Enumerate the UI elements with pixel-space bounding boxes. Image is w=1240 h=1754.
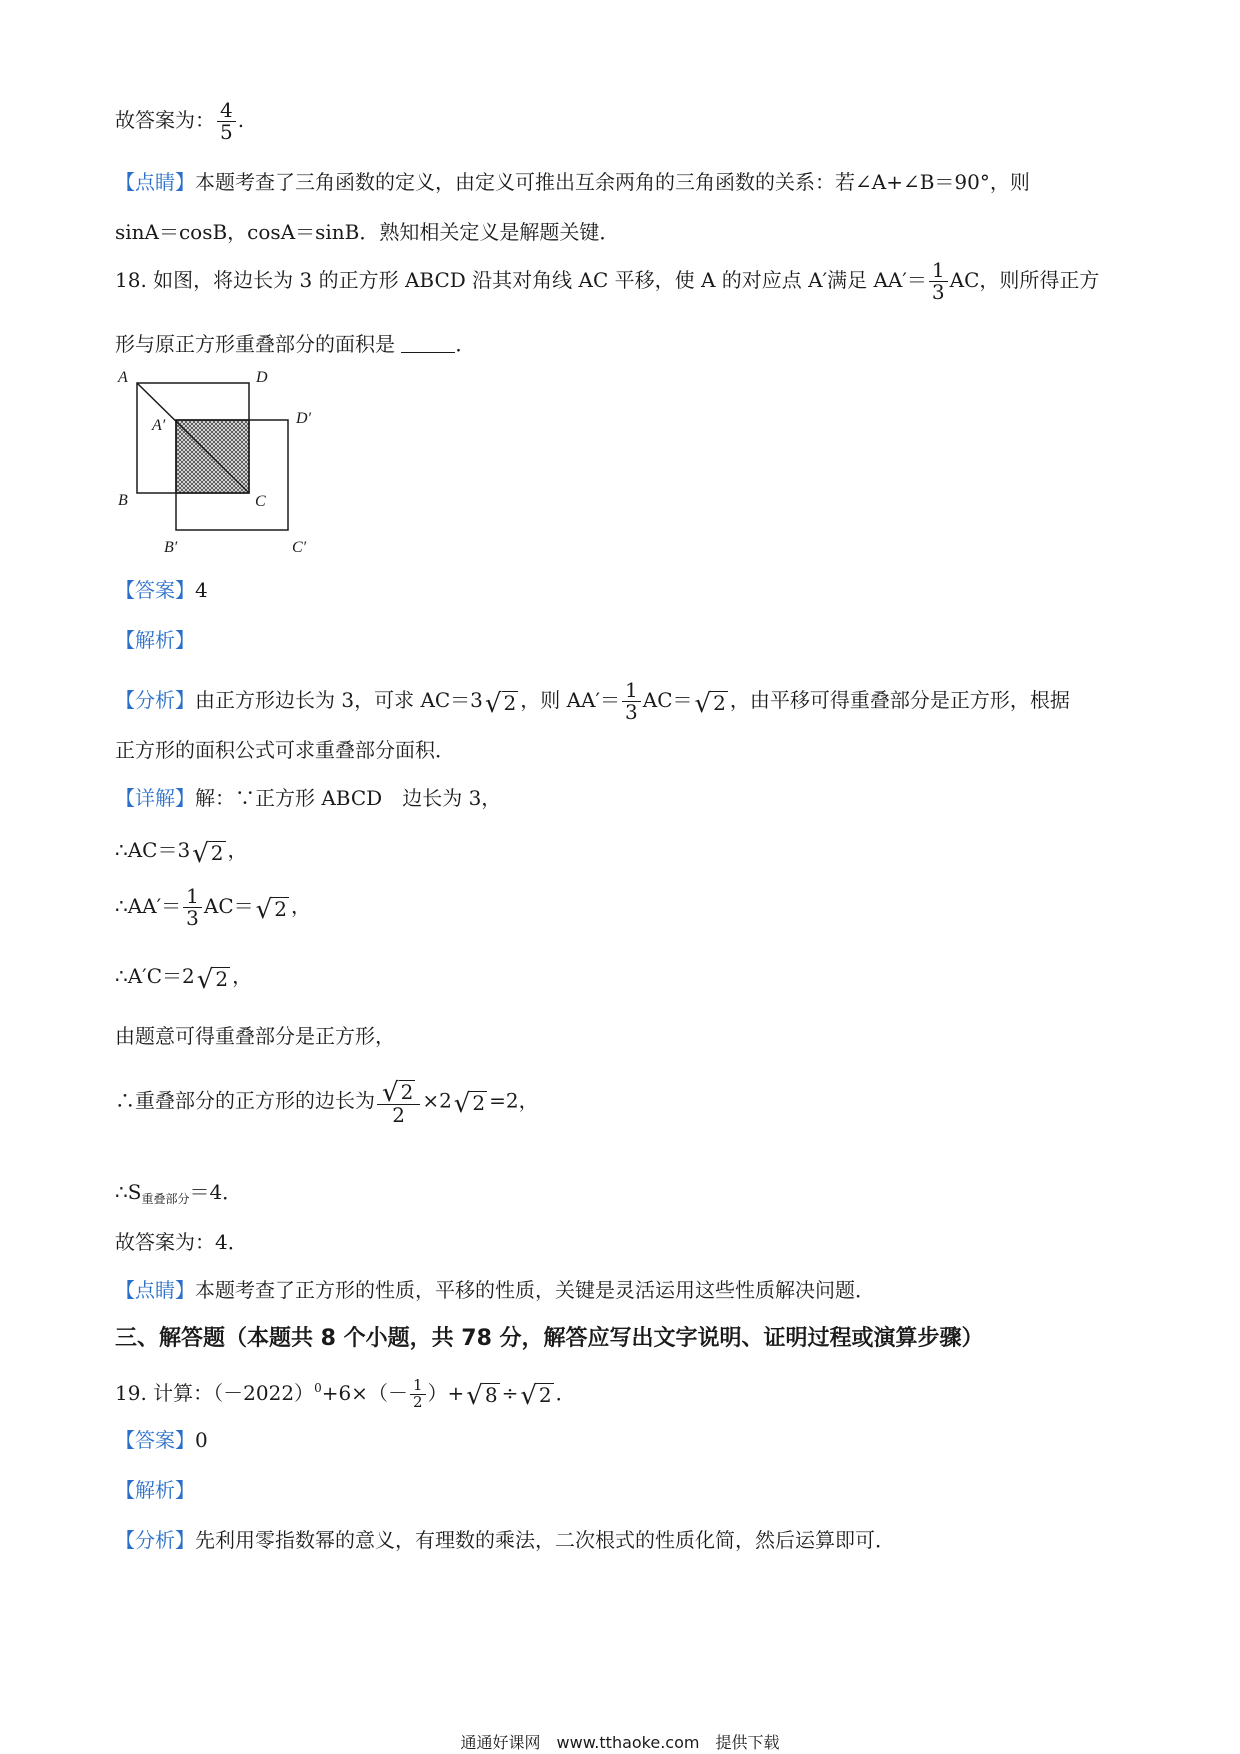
q18-detail-line1 [115,786,501,810]
sqrt: √ 2 [453,1089,486,1119]
radicand: 2 [210,840,224,865]
sqrt: √ 2 [255,894,287,925]
radicand: 2 [713,690,726,715]
answer-value: 0 [195,1428,208,1452]
label-b-prime: B′ [164,539,178,556]
fraction [410,1378,426,1411]
footer-text: 通通好课网 www.tthaoke.com 提供下载 [460,1733,780,1752]
q19-text: ÷ [501,1380,519,1405]
fraction-numerator: 4 [217,100,236,122]
detail-text: AC＝ [203,894,254,918]
q18-detail-line4 [115,964,253,995]
fraction-numerator: 1 [622,680,641,702]
label-c: C [255,493,266,510]
q18-line1 [115,260,1099,303]
comment-text-2: sinA＝cosB，cosA＝sinB．熟知相关定义是解题关键． [115,220,620,244]
q19-text: ）+ [427,1380,465,1405]
fraction-denominator: 2 [392,1103,406,1127]
fraction-denominator: 2 [412,1392,423,1411]
sqrt: √ 2 [382,1078,414,1108]
fraction-denominator: 3 [931,280,945,304]
fenxi-tag: 【分析】 [115,688,195,712]
fraction-numerator [377,1078,420,1108]
fraction [929,260,948,303]
sqrt: √ 2 [694,688,726,719]
q18-answer [115,578,208,602]
page-footer [0,1730,1240,1753]
answer-text: 故答案为： [115,108,215,132]
answer-tag: 【答案】 [115,578,195,602]
detail-text: ， [232,964,253,988]
radicand: 2 [503,690,517,715]
q19-line [115,1378,576,1411]
radicand: 2 [274,896,287,921]
q18-fenxi-line1 [115,680,1070,723]
jiexi-tag: 【解析】 [115,628,195,652]
label-a: A [118,370,128,386]
q18-detail-line6 [115,1078,539,1126]
fraction-numerator: 1 [183,886,202,908]
comment-tag: 【点睛】 [115,1278,195,1302]
sqrt: √ 8 [466,1381,498,1412]
detail-text: 故答案为：4． [115,1230,248,1254]
period: . [237,108,245,132]
label-a-prime: A′ [152,417,166,434]
fenxi-text: 由正方形边长为 3，可求 AC＝3 [195,688,483,712]
detail-text: ×2 [422,1088,452,1113]
sqrt: √ 2 [192,838,224,869]
q17-comment-line1 [115,170,1030,194]
sqrt: √ 2 [196,964,229,995]
q17-answer-line [115,100,244,143]
q19-answer [115,1428,208,1452]
q18-fenxi-line2 [115,738,455,762]
comment-text: 本题考查了正方形的性质，平移的性质，关键是灵活运用这些性质解决问题． [195,1278,875,1302]
radicand: 2 [538,1383,552,1408]
q18-text-a: 18. 如图，将边长为 3 的正方形 ABCD 沿其对角线 AC 平移，使 A 的对应点 A′满足 AA′＝ [115,268,927,292]
q18-line2 [115,332,475,356]
q19-text: +6×（－ [321,1380,408,1405]
q18-figure [110,370,340,565]
detail-text: ∴A′C＝2 [115,964,195,988]
jiexi-tag: 【解析】 [115,1478,195,1502]
fenxi-text: 先利用零指数幂的意义，有理数的乘法，二次根式的性质化简，然后运算即可． [195,1528,895,1552]
fenxi-text: AC＝ [642,688,693,712]
fenxi-tag: 【分析】 [115,1528,195,1552]
q18-detail-line5 [115,1024,395,1048]
q19-jiexi [115,1478,195,1502]
sqrt: √ 2 [484,688,517,719]
detail-text: ∴重叠部分的正方形的边长为 [115,1088,375,1113]
superscript: 0 [314,1380,322,1395]
detail-text: 解：∵正方形 ABCD 边长为 3， [195,786,502,810]
fraction-numerator: 1 [410,1378,426,1395]
fenxi-text: ，则 AA′＝ [520,688,621,712]
section-heading [115,1326,984,1352]
label-d-prime: D′ [296,410,312,427]
comment-text: 本题考查了三角函数的定义，由定义可推出互余两角的三角函数的关系：若∠A+∠B＝90°，则 [195,170,1030,194]
q18-detail-line2 [115,838,248,869]
fraction [217,100,236,143]
radicand: 2 [215,966,229,991]
fraction-denominator: 3 [625,700,638,724]
detail-text: ， [227,838,248,862]
detail-text: ∴AC＝3 [115,838,191,862]
fraction [183,886,202,929]
answer-blank [401,334,455,353]
detail-text: ∴S [115,1180,142,1204]
q17-comment-line2 [115,220,619,244]
sqrt: √ 2 [520,1381,552,1412]
comment-tag: 【点睛】 [115,170,195,194]
period: ． [555,1380,576,1405]
detail-text: =2， [489,1088,539,1113]
q18-text-c: 形与原正方形重叠部分的面积是 [115,332,395,356]
fraction-denominator: 3 [186,906,199,930]
answer-tag: 【答案】 [115,1428,195,1452]
q19-text: 19. 计算：（－2022） [115,1380,315,1405]
fenxi-text: ，由平移可得重叠部分是正方形，根据 [729,688,1070,712]
fraction [622,680,641,723]
fraction [377,1078,420,1126]
q18-text-b: AC，则所得正方 [949,268,1100,292]
radicand: 8 [484,1383,498,1408]
subscript: 重叠部分 [141,1192,190,1206]
q18-detail-line8 [115,1230,248,1254]
q18-detail-line7 [115,1180,242,1206]
label-c-prime: C′ [292,539,307,556]
fraction-numerator: 1 [929,260,948,282]
q18-detail-line3 [115,886,311,929]
period: ． [455,332,476,356]
detail-text: ， [290,894,311,918]
label-d: D [256,370,268,386]
label-b: B [118,492,128,509]
detail-text: ∴AA′＝ [115,894,182,918]
radicand: 2 [400,1080,414,1104]
fraction-denominator: 5 [220,120,233,144]
detail-text: ＝4． [189,1180,243,1204]
radicand: 2 [472,1091,486,1115]
q19-fenxi [115,1528,895,1552]
fenxi-text-2: 正方形的面积公式可求重叠部分面积． [115,738,455,762]
detail-tag: 【详解】 [115,786,195,810]
answer-value: 4 [195,578,208,602]
section-title: 三、解答题（本题共 8 个小题，共 78 分，解答应写出文字说明、证明过程或演算步骤） [115,1326,984,1351]
detail-text: 由题意可得重叠部分是正方形， [115,1024,395,1048]
q18-comment [115,1278,875,1302]
q18-jiexi [115,628,195,652]
